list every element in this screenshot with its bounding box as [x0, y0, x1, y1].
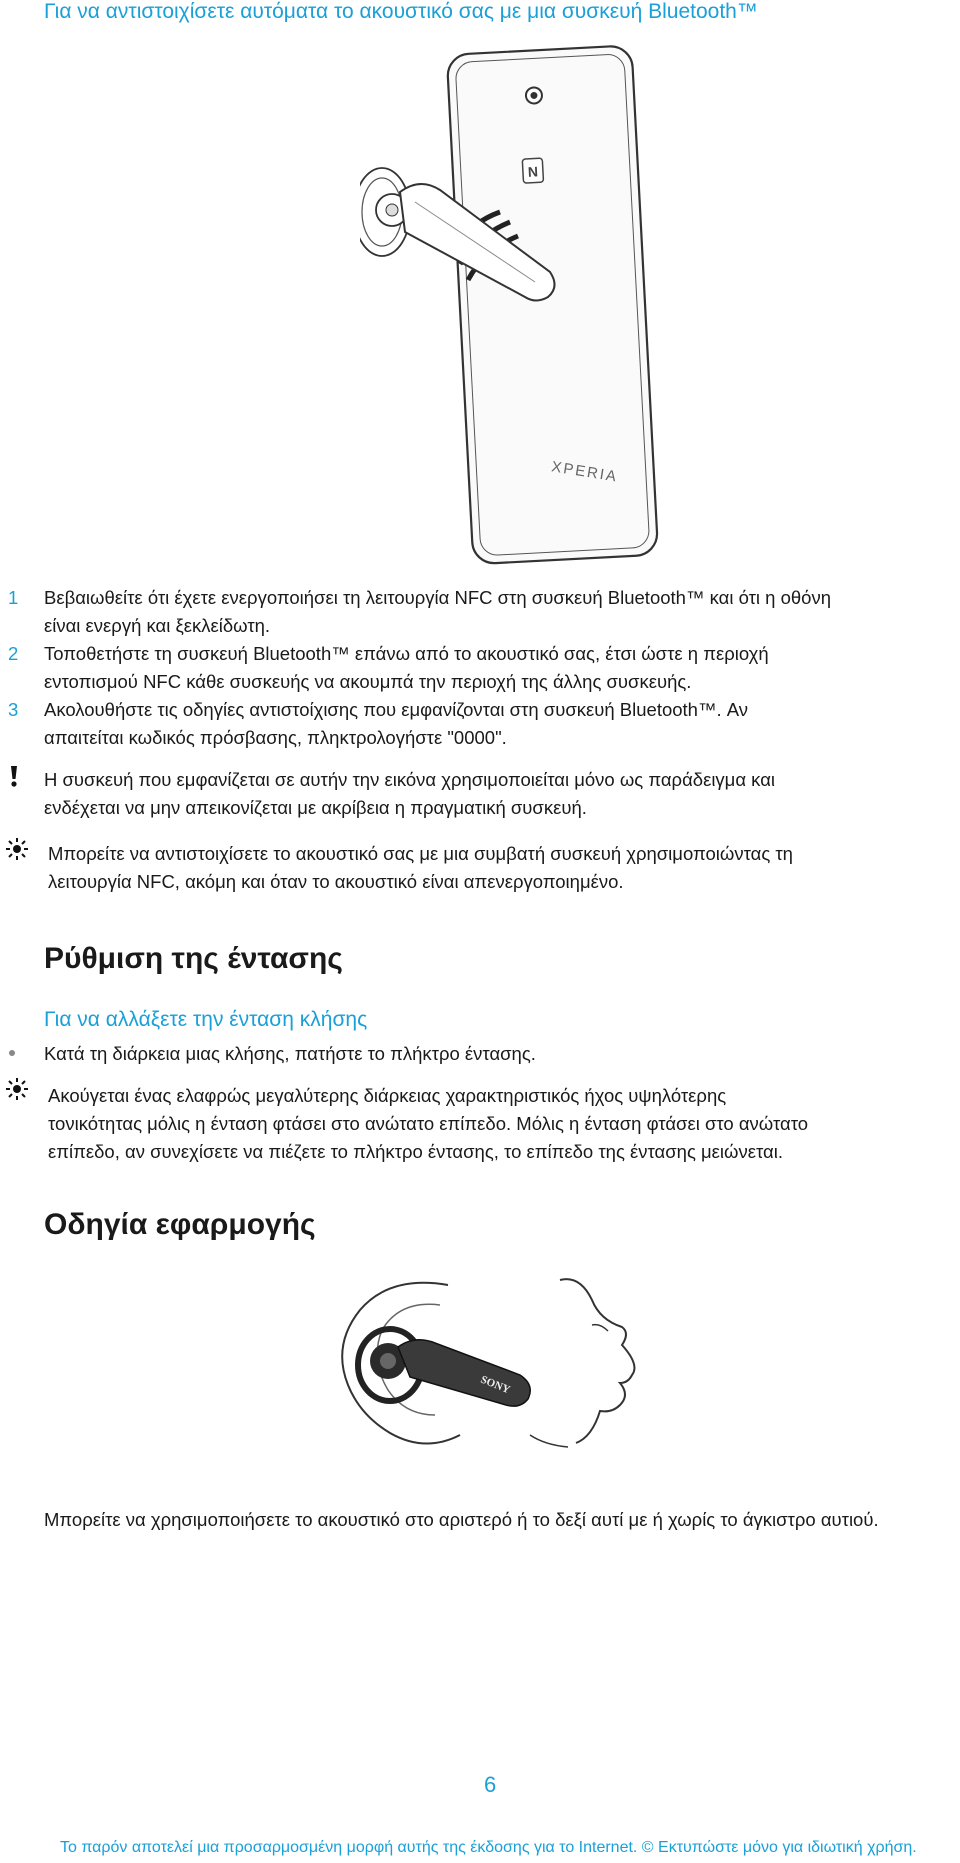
volume-heading: Ρύθμιση της έντασης — [44, 942, 343, 975]
step-text-line: είναι ενεργή και ξεκλείδωτη. — [44, 615, 271, 636]
pairing-step-3 — [0, 696, 960, 752]
pairing-section-title: Για να αντιστοιχίσετε αυτόματα το ακουστικό σας με μια συσκευή Bluetooth™ — [44, 0, 758, 23]
page-number: 6 — [484, 1772, 497, 1797]
tip-note-line: λειτουργία NFC, ακόμη και όταν το ακουστικό είναι απενεργοποιημένο. — [48, 871, 624, 892]
phone-brand-label: XPERIA — [550, 458, 620, 486]
pairing-step-1 — [0, 584, 960, 640]
tip-nfc-note — [48, 840, 953, 896]
step-text-line: Βεβαιωθείτε ότι έχετε ενεργοποιήσει τη λειτουργία NFC στη συσκευή Bluetooth™ και ότι η οθόνη — [44, 587, 831, 608]
nfc-mark-label: N — [527, 163, 539, 180]
step-text-line: απαιτείται κωδικός πρόσβασης, πληκτρολογήστε "0000". — [44, 727, 507, 748]
pairing-step-2 — [0, 640, 960, 696]
step-number: 1 — [8, 587, 19, 608]
tip-note-line: επίπεδο, αν συνεχίσετε να πιέζετε το πλήκτρο έντασης, το επίπεδο της έντασης μειώνεται. — [48, 1141, 783, 1162]
step-text-line: Ακολουθήστε τις οδηγίες αντιστοίχισης που εμφανίζονται στη συσκευή Bluetooth™. Αν — [44, 699, 749, 720]
step-number: 2 — [8, 643, 19, 664]
warning-note — [44, 766, 944, 822]
volume-bullet-text: Κατά τη διάρκεια μιας κλήσης, πατήστε το πλήκτρο έντασης. — [44, 1043, 536, 1064]
fitting-text: Μπορείτε να χρησιμοποιήσετε το ακουστικό στο αριστερό ή το δεξί αυτί με ή χωρίς το άγκιστρο αυτιού. — [44, 1509, 879, 1530]
headset-brand-label: SONY — [478, 1373, 512, 1397]
ear-fitting-illustration — [330, 1265, 680, 1465]
warning-note-line: ενδέχεται να μην απεικονίζεται με ακρίβεια η πραγματική συσκευή. — [44, 797, 587, 818]
step-number: 3 — [8, 699, 19, 720]
warning-note-line: Η συσκευή που εμφανίζεται σε αυτήν την εικόνα χρησιμοποιείται μόνο ως παράδειγμα και — [44, 769, 776, 790]
bullet-dot-icon — [9, 1050, 15, 1056]
volume-subtitle: Για να αλλάξετε την ένταση κλήσης — [44, 1008, 368, 1031]
exclamation-icon — [8, 764, 20, 788]
phone-nfc-illustration — [360, 42, 660, 572]
footer-notice: Το παρόν αποτελεί μια προσαρμοσμένη μορφή αυτής της έκδοσης για το Internet. © Εκτυπώστε μόνο για ιδιωτική χρήση. — [60, 1839, 917, 1856]
tip-note-line: Μπορείτε να αντιστοιχίσετε το ακουστικό σας με μια συμβατή συσκευή χρησιμοποιώντας τη — [48, 843, 793, 864]
lightbulb-icon — [4, 1076, 30, 1102]
fitting-heading: Οδηγία εφαρμογής — [44, 1208, 316, 1241]
step-text-line: Τοποθετήστε τη συσκευή Bluetooth™ επάνω από το ακουστικό σας, έτσι ώστε η περιοχή — [44, 643, 769, 664]
lightbulb-icon — [4, 836, 30, 862]
tip-volume-note — [48, 1082, 956, 1166]
step-text-line: εντοπισμού NFC κάθε συσκευής να ακουμπά την περιοχή της άλλης συσκευής. — [44, 671, 692, 692]
tip-note-line: τονικότητας μόλις η ένταση φτάσει στο ανώτατο επίπεδο. Μόλις η ένταση φτάσει στο ανώτατο — [48, 1113, 809, 1134]
tip-note-line: Ακούγεται ένας ελαφρώς μεγαλύτερης διάρκειας χαρακτηριστικός ήχος υψηλότερης — [48, 1085, 727, 1106]
